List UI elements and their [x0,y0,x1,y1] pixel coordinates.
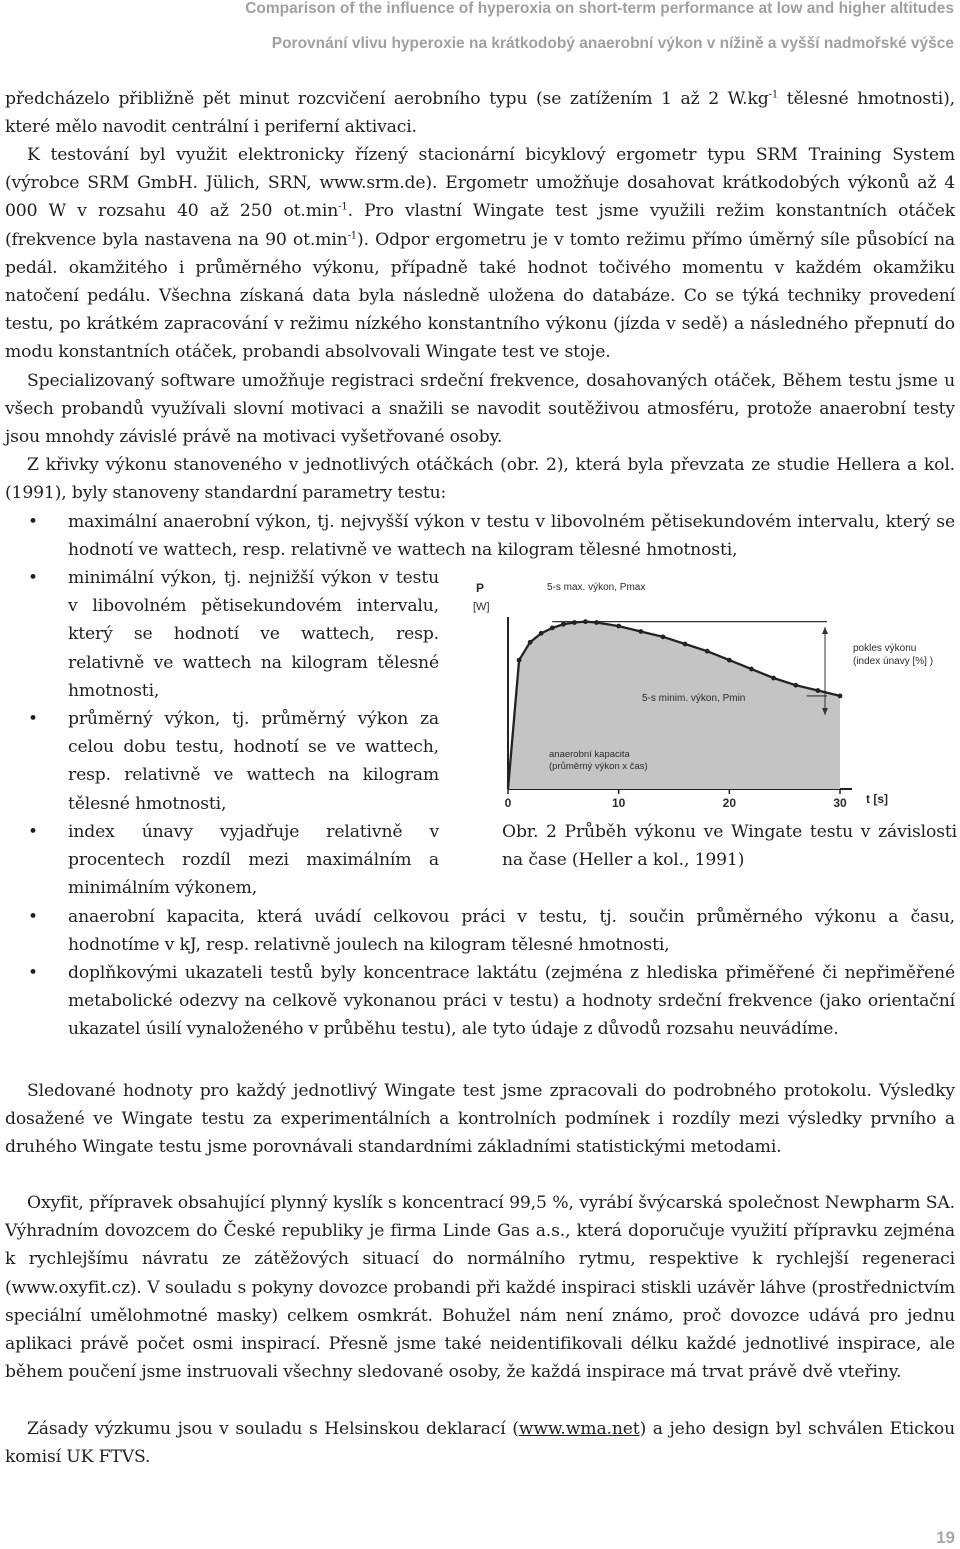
data-point [749,667,754,672]
bullet-marker: • [28,709,39,729]
annotation-pmax: 5-s max. výkon, Pmax [547,582,646,593]
data-point [517,658,522,663]
page-number: 19 [936,1528,955,1547]
figure-caption: Obr. 2 Průběh výkonu ve Wingate testu v závislosti na čase (Heller a kol., 1991) [502,822,957,871]
running-header-czech: Porovnání vlivu hyperoxie na krátkodobý anaerobní výkon v nížině a vyšší nadmořské výšce [271,35,954,52]
bullet-supplementary: doplňkovými ukazateli testů byly koncentrace laktátu (zejména z hlediska přiměřené či nepřiměřené metabolické odezvy na celkově vykonanou práci v testu) a hodnoty srdeční frekvence (jako orientační ukazatel úsilí vynaloženého v průběhu testu), ale tyto údaje z důvodů rozsahu neuvádíme. [68,963,955,1040]
paragraph-parameters-intro: Z křivky výkonu stanoveného v jednotlivých otáčkách (obr. 2), která byla převzata ze studie Hellera a kol. (1991), byly stanoveny standardní parametry testu: [5,455,955,504]
paragraph-software: Specializovaný software umožňuje registraci srdeční frekvence, dosahovaných otáček, Během testu jsme u všech probandů využívali slovní motivaci a snažili se navodit soutěživou atmosféru, protože anaerobní testy jsou mnohdy závislé právě na motivaci vyšetřované osoby. [5,371,955,448]
annotation-capacity-formula: (průměrný výkon x čas) [549,761,648,772]
annotation-pmin: 5-s minim. výkon, Pmin [642,693,746,704]
paragraph-statistics: Sledované hodnoty pro každý jednotlivý Wingate test jsme zpracovali do podrobného protokolu. Výsledky dosažené ve Wingate testu za experimentálních a kontrolních podmínek i rozdíly mezi výsledky prvního a druhého Wingate testu jsme porovnávali standardními základními statistickými metodami. [5,1081,955,1158]
x-tick-label: 0 [504,796,512,810]
data-point [561,622,566,627]
data-point [838,694,843,699]
bullet-marker: • [28,568,39,588]
y-axis-label-p: P [476,581,485,595]
bullet-marker: • [28,822,39,842]
annotation-fatigue-index: (index únavy [%] ) [853,656,934,667]
paragraph-warmup: předcházelo přibližně pět minut rozcvičení aerobního typu (se zatížením 1 až 2 $W.kg^{-1}$ tělesné hmotnosti), které mělo navodit centrální i periferní aktivaci. [5,89,955,138]
x-tick-label: 10 [611,796,626,810]
x-axis-label: t [s] [866,792,888,806]
data-point [594,620,599,625]
y-axis-label-unit: [W] [473,601,490,613]
data-point [583,619,588,624]
annotation-power-drop: pokles výkonu [853,643,917,654]
data-point [705,649,710,654]
data-point [616,624,621,629]
data-point [528,640,533,645]
wma-link[interactable]: www.wma.net [518,1419,640,1439]
data-point [638,629,643,634]
bullet-marker: • [28,963,39,983]
data-point [539,631,544,636]
bullet-min-power: minimální výkon, tj. nejnižší výkon v testu v libovolném pětisekundovém intervalu, který se hodnotí ve wattech, resp. relativně ve wattech na kilogram tělesné hmotnosti, [68,568,439,701]
data-point [771,676,776,681]
data-point [727,658,732,663]
bullet-marker: • [28,907,39,927]
bullet-anaerobic-capacity: anaerobní kapacita, která uvádí celkovou práci v testu, tj. součin průměrného výkonu a času, hodnotíme v kJ, resp. relativně joulech na kilogram tělesné hmotnosti, [68,907,955,956]
x-tick-label: 20 [722,796,737,810]
annotation-anaerobic-capacity: anaerobní kapacita [549,749,630,760]
bullet-mean-power: průměrný výkon, tj. průměrný výkon za celou dobu testu, hodnotí se ve wattech, resp. relativně ve wattech na kilogram tělesné hmotnosti, [68,709,439,814]
data-point [683,642,688,647]
power-time-figure [467,572,957,820]
paragraph-oxyfit: Oxyfit, přípravek obsahující plynný kyslík s koncentrací 99,5 %, vyrábí švýcarská společnost Newpharm SA. Výhradním dovozcem do České republiky je firma Linde Gas a.s., která doporučuje využití přípravku zejména k rychlejšímu návratu ze zátěžových situací do normálního rytmu, respektive k rychlejší regeneraci (www.oxyfit.cz). V souladu s pokyny dovozce probandi při každé inspiraci stiskli uzávěr láhve (prostřednictvím speciální umělohmotné masky) celkem osmkrát. Bohužel nám není známo, proč dovozce udává pro jednu aplikaci právě počet osmi inspirací. Přesně jsme také neidentifikovali délku každé jednotlivé inspirace, ale během poučení jsme instruovali všechny sledované osoby, že každá inspirace má trvat právě dvě vteřiny. [5,1193,955,1383]
x-tick-label: 30 [833,796,847,810]
data-point [815,688,820,693]
bullet-marker: • [28,512,39,532]
data-point [572,620,577,625]
running-header-english: Comparison of the influence of hyperoxia on short-term performance at low and higher altitudes [245,0,954,17]
data-point [550,626,555,631]
data-point [661,634,666,639]
bullet-fatigue-index: index únavy vyjadřuje relativně v procentech rozdíl mezi maximálním a minimálním výkonem, [68,822,439,899]
paragraph-ergometer: K testování byl využit elektronicky řízený stacionární bicyklový ergometr typu SRM Training System (výrobce SRM GmbH. Jülich, SRN, www.srm.de). Ergometr umožňuje dosahovat krátkodobých výkonů až 4 000 W v rozsahu 40 až 250 $ot.\min^{-1}$. Pro vlastní Wingate test jsme využili režim konstantních otáček (frekvence byla nastavena na 90 $ot.\min^{-1}$). Odpor ergometru je v tomto režimu přímo úměrný síle působící na pedál. okamžitého i průměrného výkonu, případně také hodnot točivého momentu v každém okamžiku natočení pedálu. Všechna získaná data byla následně uložena do databáze. Co se týká techniky provedení testu, po krátkém zapracování v režimu nízkého konstantního výkonu (jízda v sedě) a následného přepnutí do modu konstantních otáček, probandi absolvovali Wingate test ve stoje. [5,145,956,363]
paragraph-ethics: Zásady výzkumu jsou v souladu s Helsinskou deklarací (www.wma.net) a jeho design byl schválen Etickou komisí UK FTVS. [5,1419,955,1468]
bullet-max-power: maximální anaerobní výkon, tj. nejvyšší výkon v testu v libovolném pětisekundovém intervalu, který se hodnotí ve wattech, resp. relativně ve wattech na kilogram tělesné hmotnosti, [68,512,955,561]
data-point [793,683,798,688]
power-drop-arrow-up-icon [822,627,828,634]
